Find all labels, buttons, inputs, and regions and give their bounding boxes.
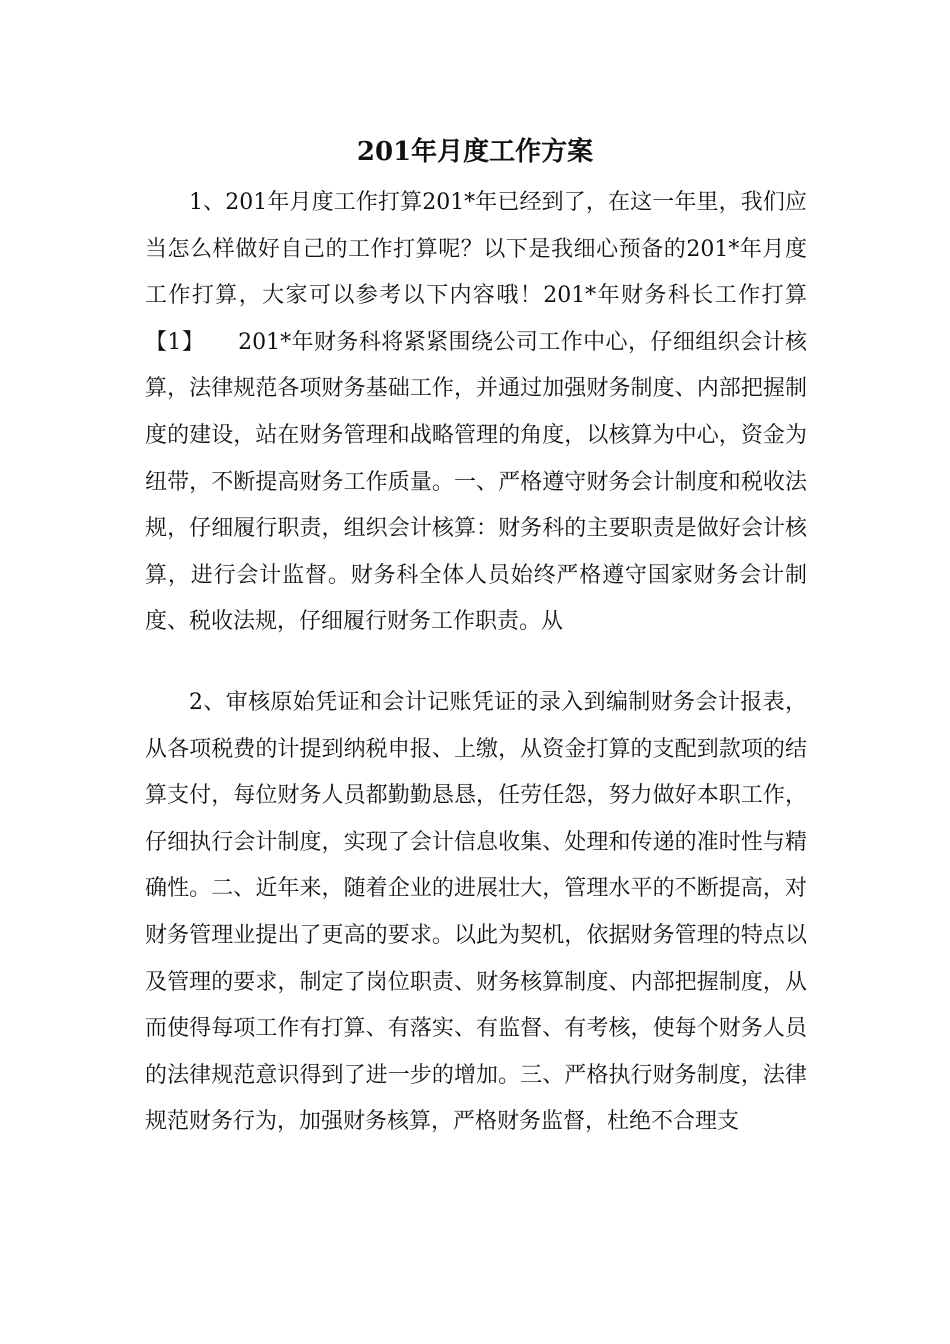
paragraph-2: 2、审核原始凭证和会计记账凭证的录入到编制财务会计报表，从各项税费的计提到纳税申报、上缴，从资金打算的支配到款项的结算支付，每位财务人员都勤勤恳恳，任劳任怨，努力做好本职工作，仔细执行会计制度，实现了会计信息收集、处理和传递的准时性与精确性。二、近年来，随着企业的进展壮大，管理水平的不断提高，对财务管理业提出了更高的要求。以此为契机，依据财务管理的特点以及管理的要求，制定了岗位职责、财务核算制度、内部把握制度，从而使得每项工作有打算、有落实、有监督、有考核，使每个财务人员的法律规范意识得到了进一步的增加。三、严格执行财务制度，法律规范财务行为，加强财务核算，严格财务监督，杜绝不合理支 [145, 690, 807, 1135]
document-title: 201年月度工作方案 [356, 137, 594, 167]
paragraph-1: 1、201年月度工作打算201*年已经到了，在这一年里，我们应当怎么样做好自己的工作打算呢？以下是我细心预备的201*年月度工作打算，大家可以参考以下内容哦！201*年财务科长工作打算【1】 201*年财务科将紧紧围绕公司工作中心，仔细组织会计核算，法律规范各项财务基础工作，并通过加强财务制度、内部把握制度的建设，站在财务管理和战略管理的角度，以核算为中心，资金为纽带，不断提高财务工作质量。一、严格遵守财务会计制度和税收法规，仔细履行职责，组织会计核算：财务科的主要职责是做好会计核算，进行会计监督。财务科全体人员始终严格遵守国家财务会计制度、税收法规，仔细履行财务工作职责。从 [145, 190, 807, 635]
